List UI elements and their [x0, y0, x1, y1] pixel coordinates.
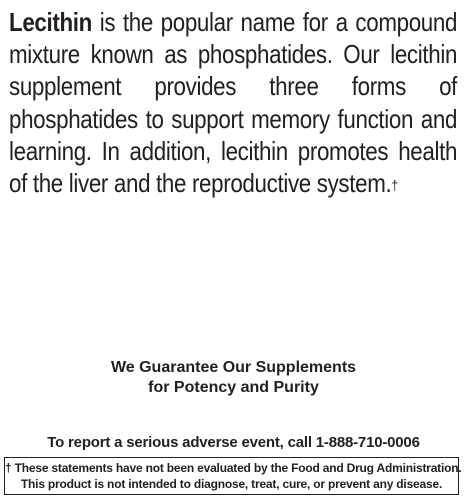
disclaimer-line-2: This product is not intended to diagnose, treat, cure, or prevent any disease. [20, 477, 443, 491]
footnote-mark: † [391, 177, 398, 194]
description-body: is the popular name for a compound mixture known as phosphatides. Our lecithin supplement provides three forms of phosphatides to support memory function and learning. In addition, lecithin promotes health of the liver and the reproductive system. [9, 7, 458, 199]
product-description [9, 6, 457, 199]
lead-term: Lecithin [9, 7, 92, 37]
guarantee-line-1: We Guarantee Our Supplements [110, 359, 357, 376]
guarantee-line-2: for Potency and Purity [148, 379, 319, 396]
fda-disclaimer-box [4, 457, 462, 495]
guarantee-statement [0, 358, 467, 398]
adverse-event-report: To report a serious adverse event, call 1-888-710-0006 [47, 434, 420, 451]
disclaimer-line-1: † These statements have not been evaluated by the Food and Drug Administration. [5, 461, 462, 475]
